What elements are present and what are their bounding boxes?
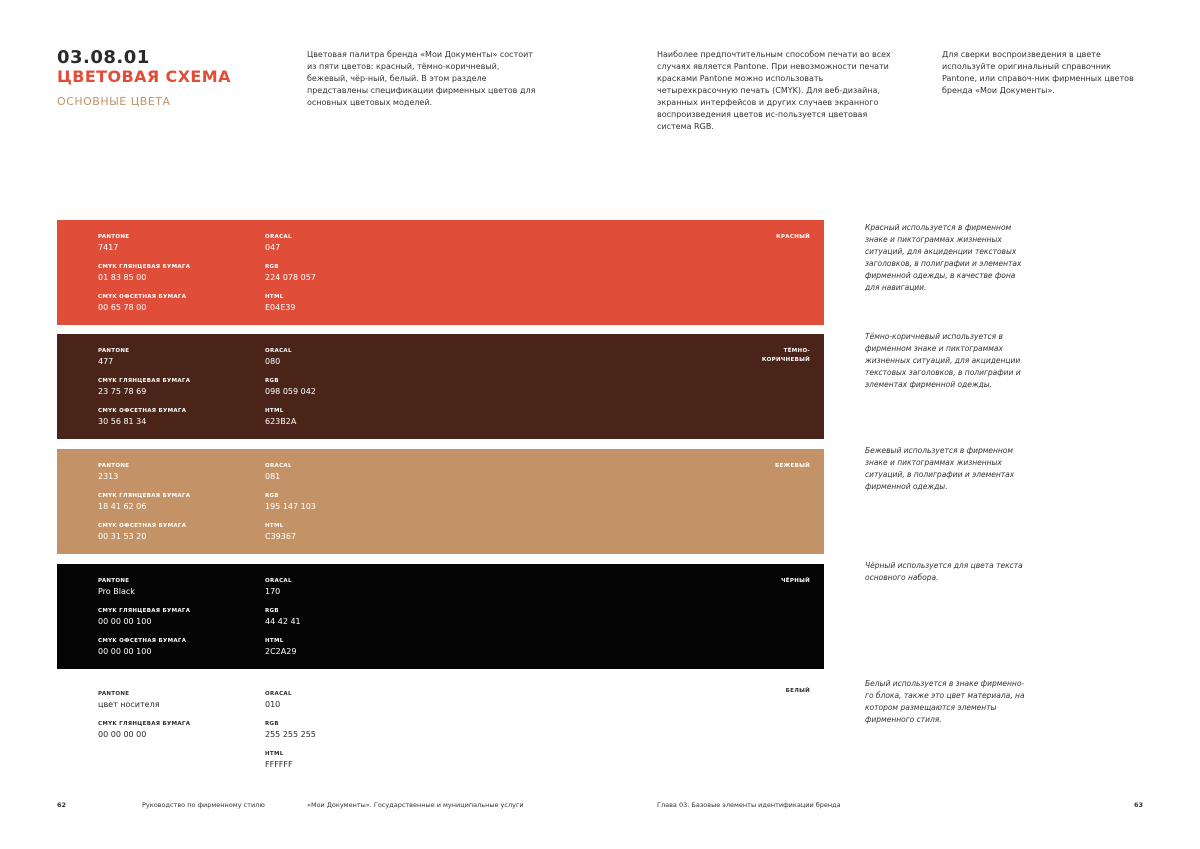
oracal-label: ORACAL: [265, 578, 292, 584]
oracal-label: ORACAL: [265, 691, 292, 697]
color-name: КРАСНЫЙ: [776, 234, 810, 240]
rgb-label: RGB: [265, 264, 279, 270]
cmyk-gloss-value: 18 41 62 06: [98, 502, 147, 511]
pantone-value: 2313: [98, 472, 119, 481]
cmyk-offset-label: CMYK ОФСЕТНАЯ БУМАГА: [98, 294, 187, 300]
pantone-label: PANTONE: [98, 348, 130, 354]
color-name: БЕЛЫЙ: [785, 688, 810, 694]
color-band-black: [57, 564, 824, 669]
html-label: HTML: [265, 294, 284, 300]
rgb-value: 098 059 042: [265, 387, 316, 396]
html-value: 2C2A29: [265, 647, 297, 656]
color-name: ЧЁРНЫЙ: [781, 578, 810, 584]
pantone-value: Pro Black: [98, 587, 135, 596]
cmyk-gloss-value: 00 00 00 100: [98, 617, 152, 626]
color-note-red: Красный используется в фирменном знаке и пиктограммах жизненных ситуаций, для акциденции текстовых заголовков, в полиграфии и элементах фирменной одежды, в качестве фона для навигации.: [865, 223, 1022, 292]
pantone-label: PANTONE: [98, 578, 130, 584]
rgb-label: RGB: [265, 721, 279, 727]
pantone-value: цвет носителя: [98, 700, 160, 709]
color-name: БЕЖЕВЫЙ: [774, 463, 810, 469]
page-number-right: 63: [1134, 801, 1144, 809]
footer-guide-title: Руководство по фирменному стилю: [142, 801, 265, 809]
html-value: 623B2A: [265, 417, 297, 426]
oracal-label: ORACAL: [265, 463, 292, 469]
intro-paragraph-printing: Наиболее предпочтительным способом печати во всех случаях является Pantone. При невозможности печати красками Pantone можно использовать четырехкрасочную печать (CMYK). Для веб-дизайна, экранных интерфейсов и других случаев экранного воспроизведения цветов ис-пользуется цветовая система RGB.: [657, 50, 891, 131]
rgb-label: RGB: [265, 378, 279, 384]
oracal-value: 081: [265, 472, 281, 481]
color-name: ТЁМНО-КОРИЧНЕВЫЙ: [761, 348, 810, 363]
rgb-label: RGB: [265, 493, 279, 499]
cmyk-offset-label: CMYK ОФСЕТНАЯ БУМАГА: [98, 638, 187, 644]
cmyk-offset-label: CMYK ОФСЕТНАЯ БУМАГА: [98, 408, 187, 414]
color-band-red: [57, 220, 824, 325]
cmyk-offset-value: 30 56 81 34: [98, 417, 147, 426]
rgb-value: 224 078 057: [265, 273, 316, 282]
color-note-black: Чёрный используется для цвета текста основного набора.: [865, 561, 1023, 582]
html-value: FFFFFF: [265, 760, 293, 769]
oracal-value: 010: [265, 700, 281, 709]
intro-paragraph-palette: Цветовая палитра бренда «Мои Документы» состоит из пяти цветов: красный, тёмно-коричневый, бежевый, чёр-ный, белый. В этом разделе представлены спецификации фирменных цветов для основных цветовых моделей.: [307, 50, 536, 107]
intro-paragraph-pantone: Для сверки воспроизведения в цвете используйте оригинальный справочник Pantone, или справоч-ник фирменных цветов бренда «Мои Документы».: [942, 50, 1134, 95]
cmyk-gloss-value: 23 75 78 69: [98, 387, 147, 396]
oracal-value: 080: [265, 357, 281, 366]
rgb-label: RGB: [265, 608, 279, 614]
cmyk-gloss-value: 00 00 00 00: [98, 730, 147, 739]
cmyk-gloss-label: CMYK ГЛЯНЦЕВАЯ БУМАГА: [98, 378, 191, 384]
cmyk-offset-value: 00 31 53 20: [98, 532, 147, 541]
rgb-value: 44 42 41: [265, 617, 301, 626]
section-subtitle: ОСНОВНЫЕ ЦВЕТА: [57, 95, 171, 108]
pantone-label: PANTONE: [98, 234, 130, 240]
section-number: 03.08.01: [57, 47, 150, 68]
html-label: HTML: [265, 751, 284, 757]
color-band-white: [57, 677, 824, 782]
cmyk-gloss-label: CMYK ГЛЯНЦЕВАЯ БУМАГА: [98, 264, 191, 270]
html-label: HTML: [265, 638, 284, 644]
cmyk-offset-value: 00 65 78 00: [98, 303, 147, 312]
pantone-label: PANTONE: [98, 691, 130, 697]
html-label: HTML: [265, 523, 284, 529]
footer-chapter: Глава 03. Базовые элементы идентификации бренда: [657, 801, 841, 809]
cmyk-gloss-label: CMYK ГЛЯНЦЕВАЯ БУМАГА: [98, 721, 191, 727]
cmyk-offset-value: 00 00 00 100: [98, 647, 152, 656]
cmyk-gloss-label: CMYK ГЛЯНЦЕВАЯ БУМАГА: [98, 608, 191, 614]
html-value: E04E39: [265, 303, 296, 312]
footer-brand: «Мои Документы». Государственные и муниципальные услуги: [307, 801, 524, 809]
color-note-white: Белый используется в знаке фирменно-го блока, также это цвет материала, на котором размещаются элементы фирменного стиля.: [865, 679, 1025, 724]
pantone-value: 477: [98, 357, 114, 366]
pantone-label: PANTONE: [98, 463, 130, 469]
cmyk-offset-label: CMYK ОФСЕТНАЯ БУМАГА: [98, 523, 187, 529]
pantone-value: 7417: [98, 243, 119, 252]
rgb-value: 255 255 255: [265, 730, 316, 739]
section-title: ЦВЕТОВАЯ СХЕМА: [57, 67, 231, 86]
oracal-label: ORACAL: [265, 234, 292, 240]
color-note-dark-brown: Тёмно-коричневый используется в фирменном знаке и пиктограммах жизненных ситуаций, для акциденции текстовых заголовков, в полиграфии и элементах фирменной одежды.: [865, 332, 1021, 389]
oracal-value: 170: [265, 587, 281, 596]
oracal-label: ORACAL: [265, 348, 292, 354]
color-band-dark-brown: [57, 334, 824, 439]
color-band-beige: [57, 449, 824, 554]
html-value: C39367: [265, 532, 297, 541]
color-note-beige: Бежевый используется в фирменном знаке и пиктограммах жизненных ситуаций, в полиграфии и элементах фирменной одежды.: [865, 446, 1015, 491]
page-number-left: 62: [57, 801, 67, 809]
html-label: HTML: [265, 408, 284, 414]
oracal-value: 047: [265, 243, 281, 252]
rgb-value: 195 147 103: [265, 502, 316, 511]
cmyk-gloss-label: CMYK ГЛЯНЦЕВАЯ БУМАГА: [98, 493, 191, 499]
cmyk-gloss-value: 01 83 85 00: [98, 273, 147, 282]
